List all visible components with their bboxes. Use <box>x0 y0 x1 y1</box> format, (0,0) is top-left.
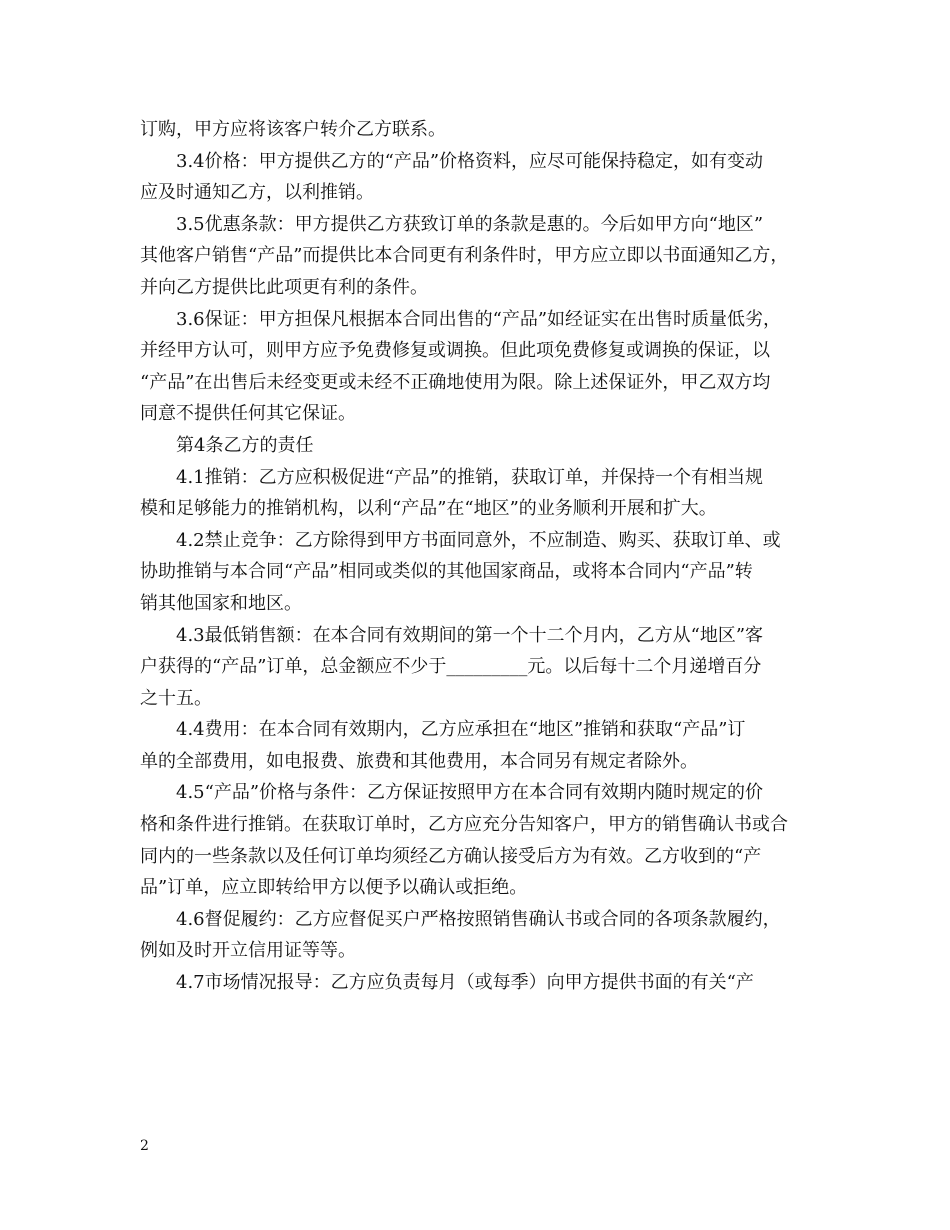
text-line: 之十五。 <box>140 687 212 709</box>
text-line: 单的全部费用，如电报费、旅费和其他费用，本合同另有规定者除外。 <box>140 750 698 772</box>
text-line: 4.6督促履约：乙方应督促买户严格按照销售确认书或合同的各项条款履约， <box>176 908 781 930</box>
text-line: 4.2禁止竞争：乙方除得到甲方书面同意外，不应制造、购买、获取订单、或 <box>176 529 781 551</box>
text-line: 户获得的“产品”订单，总金额应不少于_________元。以后每十二个月递增百分 <box>140 656 762 678</box>
page-number: 2 <box>140 1138 149 1154</box>
text-line: 3.4价格：甲方提供乙方的“产品”价格资料，应尽可能保持稳定，如有变动 <box>176 150 764 172</box>
text-line: 其他客户销售“产品”而提供比本合同更有利条件时，甲方应立即以书面通知乙方， <box>140 245 789 267</box>
text-line: 同意不提供任何其它保证。 <box>140 403 356 425</box>
text-line: 同内的一些条款以及任何订单均须经乙方确认接受后方为有效。乙方收到的“产 <box>140 845 762 867</box>
document-body <box>140 114 816 999</box>
text-line: 4.3最低销售额：在本合同有效期间的第一个十二个月内，乙方从“地区”客 <box>176 624 764 646</box>
text-line: 4.4费用：在本合同有效期内，乙方应承担在“地区”推销和获取“产品”订 <box>176 719 746 741</box>
text-line: 销其他国家和地区。 <box>140 592 302 614</box>
text-line: 4.5“产品”价格与条件：乙方保证按照甲方在本合同有效期内随时规定的价 <box>176 782 764 804</box>
text-line: 并经甲方认可，则甲方应予免费修复或调换。但此项免费修复或调换的保证，以 <box>140 340 770 362</box>
text-line: 协助推销与本合同“产品”相同或类似的其他国家商品，或将本合同内“产品”转 <box>140 561 753 583</box>
text-line: 应及时通知乙方，以利推销。 <box>140 182 374 204</box>
text-line: 并向乙方提供比此项更有利的条件。 <box>140 276 428 298</box>
text-line: 例如及时开立信用证等等。 <box>140 940 356 962</box>
text-line: 3.6保证：甲方担保凡根据本合同出售的“产品”如经证实在出售时质量低劣， <box>176 308 782 330</box>
text-line: 订购，甲方应将该客户转介乙方联系。 <box>140 119 446 140</box>
text-line: 4.1推销：乙方应积极促进“产品”的推销，获取订单，并保持一个有相当规 <box>176 466 764 488</box>
text-line: “产品”在出售后未经变更或未经不正确地使用为限。除上述保证外，甲乙双方均 <box>140 371 771 393</box>
text-line: 4.7市场情况报导：乙方应负责每月（或每季）向甲方提供书面的有关“产 <box>176 972 754 994</box>
text-line: 品”订单，应立即转给甲方以便予以确认或拒绝。 <box>140 877 528 899</box>
text-line: 模和足够能力的推销机构，以利“产品”在“地区”的业务顺利开展和扩大。 <box>140 498 717 520</box>
text-line: 格和条件进行推销。在获取订单时，乙方应充分告知客户，甲方的销售确认书或合 <box>140 814 788 836</box>
text-line: 3.5优惠条款：甲方提供乙方获致订单的条款是惠的。今后如甲方向“地区” <box>176 213 764 235</box>
text-line: 第4条乙方的责任 <box>176 434 314 456</box>
